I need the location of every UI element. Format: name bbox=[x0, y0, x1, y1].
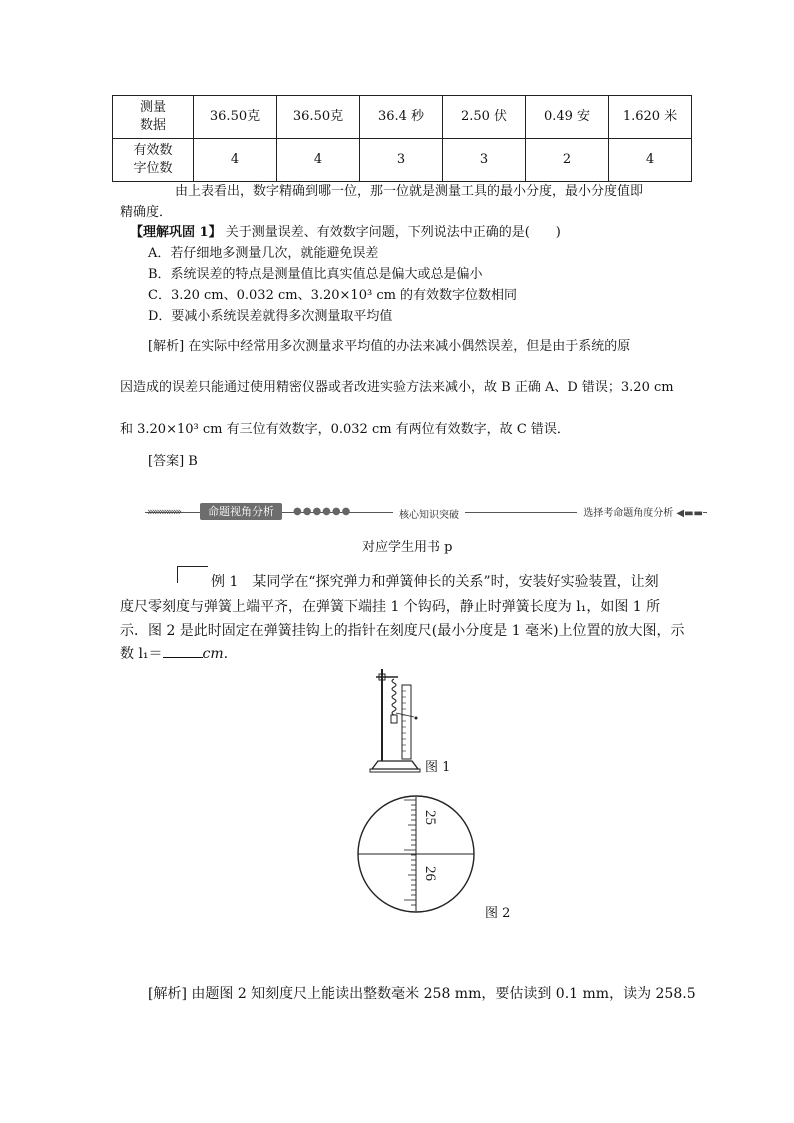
row-header-data bbox=[113, 96, 194, 139]
table-cell: 36.4 秒 bbox=[360, 96, 443, 139]
row-header-digits bbox=[113, 139, 194, 182]
example-line-4 bbox=[120, 643, 228, 665]
table-row bbox=[113, 139, 692, 182]
ruler-label-25: 25 bbox=[422, 810, 438, 825]
analysis-line-3: 和 3.20×10³ cm 有三位有效数字，0.032 cm 有两位有效数字，故 C 错误． bbox=[120, 422, 570, 437]
header-line: 测量 bbox=[139, 100, 166, 115]
header-line: 字位数 bbox=[133, 161, 173, 176]
header-line: 有效数 bbox=[133, 143, 173, 158]
example-line-1: 例 1 某同学在“探究弹力和弹簧伸长的关系”时，安装好实验装置，让刻 bbox=[211, 574, 659, 590]
header-line: 数据 bbox=[139, 118, 166, 133]
final-analysis-line: [解析] 由题图 2 知刻度尺上能读出整数毫米 258 mm，要估读到 0.1 mm，读为 258.5 bbox=[148, 986, 696, 1002]
table-cell: 36.50克 bbox=[194, 96, 277, 139]
table-cell: 4 bbox=[194, 139, 277, 182]
chevrons-icon: »»»»»»» bbox=[147, 505, 181, 518]
option-d: D．要减小系统误差就得多次测量取平均值 bbox=[148, 309, 393, 324]
figure-1-caption: 图 1 bbox=[425, 760, 451, 775]
option-b: B．系统误差的特点是测量值比真实值总是偏大或总是偏小 bbox=[148, 267, 483, 282]
example-line-4-prefix: 数 l₁＝ bbox=[120, 646, 163, 662]
table-cell: 4 bbox=[609, 139, 692, 182]
table-cell: 36.50克 bbox=[277, 96, 360, 139]
table-cell: 2 bbox=[526, 139, 609, 182]
answer-line: [答案] B bbox=[148, 454, 198, 469]
exercise-question: 关于测量误差、有效数字问题，下列说法中正确的是( ) bbox=[225, 225, 561, 240]
exercise-title-line bbox=[130, 223, 561, 243]
banner-right-text: 选择考命题角度分析 bbox=[583, 508, 674, 519]
summary-line-1: 由上表看出，数字精确到哪一位，那一位就是测量工具的最小分度，最小分度值即 bbox=[175, 184, 644, 199]
exercise-title: 【理解巩固 1】 bbox=[130, 225, 222, 240]
measurement-table bbox=[112, 95, 692, 182]
arrow-left-icon: ◀▬▬ bbox=[676, 508, 703, 519]
analysis-line-1: [解析] 在实际中经常用多次测量求平均值的办法来减小偶然误差，但是由于系统的原 bbox=[148, 339, 631, 354]
table-cell: 2.50 伏 bbox=[443, 96, 526, 139]
summary-line-2: 精确度． bbox=[120, 205, 173, 220]
spring-apparatus-figure bbox=[368, 665, 428, 777]
option-a: A．若仔细地多测量几次，就能避免误差 bbox=[148, 246, 379, 261]
section-reference: 对应学生用书 p bbox=[362, 540, 453, 555]
analysis-line-2: 因造成的误差只能通过使用精密仪器或者改进实验方法来减小，故 B 正确 A、D 错误；3.20 cm bbox=[120, 380, 674, 395]
example-line-4-unit: cm. bbox=[202, 646, 229, 662]
table-cell: 4 bbox=[277, 139, 360, 182]
answer-blank bbox=[163, 644, 203, 658]
table-row bbox=[113, 96, 692, 139]
table-cell: 3 bbox=[443, 139, 526, 182]
table-cell: 0.49 安 bbox=[526, 96, 609, 139]
table-cell: 3 bbox=[360, 139, 443, 182]
option-c: C．3.20 cm、0.032 cm、3.20×10³ cm 的有效数字位数相同 bbox=[148, 288, 518, 303]
dots-icon: ●●●●●● bbox=[293, 506, 352, 517]
banner-left-tag: 命题视角分析 bbox=[200, 503, 282, 520]
example-bracket-icon bbox=[177, 566, 208, 583]
example-line-2: 度尺零刻度与弹簧上端平齐，在弹簧下端挂 1 个钩码，静止时弹簧长度为 l₁，如图 1 所 bbox=[120, 599, 661, 615]
section-banner bbox=[145, 503, 707, 521]
ruler-label-26: 26 bbox=[422, 866, 438, 881]
banner-middle: 核心知识突破 bbox=[393, 506, 465, 521]
figure-2-caption: 图 2 bbox=[485, 906, 511, 921]
table-cell: 1.620 米 bbox=[609, 96, 692, 139]
magnified-ruler-figure bbox=[356, 790, 476, 918]
banner-right bbox=[577, 504, 703, 519]
example-line-3: 示．图 2 是此时固定在弹簧挂钩上的指针在刻度尺(最小分度是 1 毫米)上位置的放大图，示 bbox=[120, 623, 685, 639]
